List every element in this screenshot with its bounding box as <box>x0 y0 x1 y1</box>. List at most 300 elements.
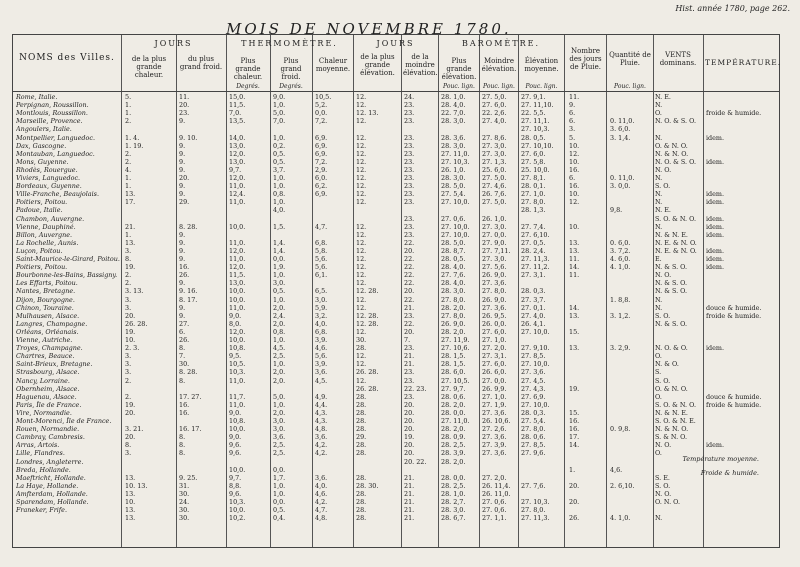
cell-t3: 7,2. <box>315 117 328 126</box>
cell-qp: 9,8. <box>610 206 623 215</box>
cell-b3: 27. 10,10. <box>521 141 554 150</box>
cell-j2: 23. <box>404 392 415 401</box>
cell-t1: 10,8. <box>229 417 246 425</box>
cell-d1: 19. <box>125 263 136 272</box>
page-title: MOIS DE NOVEMBRE 1780. <box>226 20 512 38</box>
cell-b1: 28. 1,5. <box>441 360 466 369</box>
cell-t2: 2,0. <box>273 368 286 377</box>
cell-d1: 10. <box>125 498 136 506</box>
cell-d1: 1. <box>125 109 132 118</box>
weather-table <box>12 34 780 548</box>
cell-t1: 10,0. <box>229 295 246 304</box>
cell-j2: 23. <box>404 198 415 207</box>
cell-city: Langres, Champagne. <box>16 319 88 328</box>
cell-t1: 9,5. <box>229 352 242 361</box>
cell-v: N. O. <box>655 165 672 174</box>
cell-j1: 28. <box>356 441 367 450</box>
cell-temp: idem. <box>706 157 725 166</box>
cell-np: 20. <box>569 481 580 490</box>
cell-j2: 23. <box>404 133 415 142</box>
cell-t3: 3,2. <box>315 311 328 320</box>
cell-b1: 28. 2,0. <box>441 457 466 466</box>
cell-b1: 28. 2,5. <box>441 481 466 490</box>
cell-d1: 2. <box>125 271 132 280</box>
cell-j2: 22. <box>404 271 415 280</box>
header-thermometer-group: THERMOMÈTRE. <box>241 39 338 48</box>
unit-degrees: Degrés. <box>279 83 303 90</box>
cell-b1: 28. 0,5. <box>441 255 466 263</box>
table-row <box>13 239 779 247</box>
table-row <box>13 506 779 514</box>
cell-np: 12. <box>569 198 580 207</box>
cell-j2: 23. <box>404 174 415 182</box>
table-row <box>13 466 779 474</box>
cell-temp: idem. <box>706 441 725 450</box>
cell-t1: 9,7. <box>229 165 242 174</box>
cell-qp: 4. 6,0. <box>610 255 631 263</box>
cell-b1: 28. 4,0. <box>441 279 466 288</box>
table-row <box>13 417 779 425</box>
table-row <box>13 360 779 368</box>
cell-city: Dax, Gascogne. <box>16 141 67 150</box>
cell-t2: 1,0. <box>273 295 286 304</box>
cell-qp: 3. 0,0. <box>610 182 631 191</box>
cell-j1: 12. 13. <box>356 109 379 118</box>
cell-city: Breda, Hollande. <box>16 465 71 474</box>
cell-b3: 27. 8,0. <box>521 506 546 515</box>
cell-b1: 28. 3,0. <box>441 506 466 515</box>
cell-b1: 28. 2,0. <box>441 303 466 312</box>
cell-city: Ville-Franche, Beaujolais. <box>16 190 99 199</box>
cell-b1: 28. 1,5. <box>441 352 466 361</box>
cell-t1: 7,0. <box>229 109 242 118</box>
cell-j2: 20. 22. <box>404 457 427 466</box>
cell-t3: 4,2. <box>315 449 328 458</box>
cell-city: Padoue, Italie. <box>16 206 63 215</box>
cell-t2: 2,5. <box>273 441 286 450</box>
cell-d1: 1. <box>125 101 132 110</box>
table-row <box>13 158 779 166</box>
table-row <box>13 93 779 101</box>
table-row <box>13 174 779 182</box>
cell-t3: 6,2. <box>315 182 328 191</box>
cell-j1: 26. 28. <box>356 384 379 393</box>
header-baro-days-group: JOURS <box>376 39 415 48</box>
cell-t1: 12,0. <box>229 174 246 182</box>
cell-j1: 12. <box>356 255 367 263</box>
cell-j1: 28. <box>356 506 367 515</box>
cell-v: N. <box>655 101 663 110</box>
cell-np: 10. <box>569 190 580 199</box>
cell-np: 16. <box>569 425 580 434</box>
cell-d2: 23. <box>179 109 190 118</box>
cell-b1: 27. 8,0. <box>441 295 466 304</box>
cell-t2: 1,0. <box>273 336 286 344</box>
cell-t1: 10,0. <box>229 336 246 344</box>
cell-b3: 27. 10,0. <box>521 327 550 336</box>
cell-b2: 27. 0,0. <box>482 376 507 385</box>
cell-city: Vienne, Autriche. <box>16 336 73 344</box>
cell-d2: 24. <box>179 498 190 506</box>
cell-np: 13. <box>569 311 580 320</box>
cell-b2: 27. 9,0. <box>482 238 507 247</box>
header-winds: VENTS dominans. <box>659 51 697 67</box>
cell-t3: 10,5. <box>315 93 332 101</box>
cell-t3: 6,5. <box>315 287 328 296</box>
cell-t2: 2,5. <box>273 449 286 458</box>
cell-d1: 13. <box>125 506 136 515</box>
cell-t3: 5,6. <box>315 352 328 361</box>
cell-d2: 7. <box>179 352 186 361</box>
cell-d1: 2. <box>125 149 132 158</box>
unit-inches-lines: Pouc. lign. <box>483 83 515 90</box>
cell-b2: 27. 2,6. <box>482 425 507 434</box>
cell-d2: 9. <box>179 246 186 255</box>
cell-d1: 2. <box>125 279 132 288</box>
cell-b3: 27. 4,3. <box>521 384 546 393</box>
cell-v: N. O. & S. O. <box>655 117 697 126</box>
cell-b1: 28. 0,0. <box>441 408 466 417</box>
cell-j1: 12. <box>356 182 367 191</box>
table-row <box>13 223 779 231</box>
cell-b2: 25. 6,0. <box>482 165 507 174</box>
cell-j1: 12. <box>356 133 367 142</box>
cell-b3: 27. 11,3. <box>521 255 550 263</box>
table-row <box>13 142 779 150</box>
cell-t3: 6,9. <box>315 190 328 199</box>
cell-j2: 21. <box>404 303 415 312</box>
cell-d1: 26. 28. <box>125 319 148 328</box>
cell-b3: 27. 7,4. <box>521 222 546 231</box>
cell-city: Orléans, Orléanais. <box>16 327 79 336</box>
cell-t2: 0,4. <box>273 514 286 523</box>
cell-city: Lille, Flandres. <box>16 449 65 458</box>
cell-d1: 1. <box>125 230 132 239</box>
cell-v: N. & N. E. <box>655 408 688 417</box>
header-min-elev: Moindre élévation. <box>481 57 517 73</box>
cell-t1: 8,8. <box>229 481 242 490</box>
cell-t2: 1,0. <box>273 271 286 280</box>
cell-np: 13. <box>569 246 580 255</box>
cell-j2: 23. <box>404 311 415 320</box>
cell-t2: 4,5. <box>273 344 286 353</box>
cell-b3: 22. 5,5. <box>521 109 546 118</box>
cell-j1: 28. <box>356 417 367 425</box>
cell-v: S. O. <box>655 311 671 320</box>
table-row <box>13 409 779 417</box>
cell-t3: 3,9. <box>315 360 328 369</box>
table-row <box>13 231 779 239</box>
cell-j2: 23. <box>404 182 415 191</box>
cell-b3: 27. 4,5. <box>521 376 546 385</box>
cell-j2: 22. <box>404 238 415 247</box>
cell-v: N. & S. O. <box>655 287 688 296</box>
cell-d1: 2. <box>125 117 132 126</box>
cell-t1: 13,0. <box>229 141 246 150</box>
table-row <box>13 393 779 401</box>
cell-qp: 3. 6,0. <box>610 125 631 134</box>
cell-city: La Rochelle, Aunis. <box>16 238 79 247</box>
cell-b3: 27. 5,4. <box>521 417 546 425</box>
cell-t3: 3,6. <box>315 473 328 482</box>
cell-d2: 11. <box>179 93 190 101</box>
cell-d1: 13. <box>125 514 136 523</box>
table-row <box>13 304 779 312</box>
cell-j1: 12. <box>356 295 367 304</box>
cell-b3: 27. 5,8. <box>521 157 546 166</box>
header-rain-days: Nombre des jours de Pluie. <box>569 47 602 71</box>
cell-t3: 0,0. <box>315 109 328 118</box>
cell-b2: 26. 9,9. <box>482 384 507 393</box>
cell-d1: 3. <box>125 352 132 361</box>
cell-city: Marseille, Provence. <box>16 117 83 126</box>
cell-np: 20. <box>569 498 580 506</box>
cell-t2: 2,0. <box>273 303 286 312</box>
cell-v: S. E. <box>655 473 670 482</box>
cell-t1: 11,0. <box>229 182 246 191</box>
cell-b3: 27. 11,2. <box>521 263 550 272</box>
cell-t1: 15,0. <box>229 93 246 101</box>
header-day-low: de la moindre élévation. <box>403 53 438 77</box>
cell-np: 12. <box>569 149 580 158</box>
cell-b1: 28. 4,0. <box>441 263 466 272</box>
cell-qp: 1. 8,8. <box>610 295 631 304</box>
table-row <box>13 320 779 328</box>
table-row <box>13 101 779 109</box>
cell-b1: 27. 10,0. <box>441 230 470 239</box>
cell-j1: 12. <box>356 376 367 385</box>
cell-d1: 17. <box>125 198 136 207</box>
table-row <box>13 401 779 409</box>
cell-t2: 3,6. <box>273 433 286 442</box>
cell-temp: idem. <box>706 214 725 223</box>
cell-city: Poitiers, Poitou. <box>16 198 68 207</box>
cell-np: 10. <box>569 222 580 231</box>
cell-v: N. O. & O. <box>655 344 688 353</box>
cell-qp: 0. 6,0. <box>610 238 631 247</box>
cell-t1: 10,2. <box>229 514 246 523</box>
cell-b3: 27. 8,0. <box>521 198 546 207</box>
cell-j2: 21. <box>404 506 415 515</box>
cell-t2: 5,0. <box>273 109 286 118</box>
cell-j2: 23. <box>404 101 415 110</box>
cell-b1: 27. 5,4. <box>441 190 466 199</box>
cell-j2: 23. <box>404 149 415 158</box>
cell-v: O. <box>655 352 662 361</box>
cell-b1: 27. 8,0. <box>441 311 466 320</box>
cell-d2: 8. <box>179 433 186 442</box>
cell-t2: 1,0. <box>273 198 286 207</box>
cell-d1: 19. <box>125 327 136 336</box>
cell-t1: 10,5. <box>229 360 246 369</box>
cell-b1: 28. 2,0. <box>441 425 466 434</box>
table-row <box>13 312 779 320</box>
cell-t2: 0,5. <box>273 506 286 515</box>
cell-j1: 12. <box>356 279 367 288</box>
cell-v: O. <box>655 109 662 118</box>
cell-t3: 4,2. <box>315 498 328 506</box>
cell-b2: 22. 2,6. <box>482 109 507 118</box>
cell-d2: 9. <box>179 230 186 239</box>
cell-v: S. O. & N. O. <box>655 214 697 223</box>
cell-np: 16. <box>569 165 580 174</box>
cell-t3: 4,6. <box>315 489 328 498</box>
cell-j1: 28. <box>356 408 367 417</box>
table-row <box>13 336 779 344</box>
cell-t1: 9,0. <box>229 408 242 417</box>
cell-v: O. & N. O. <box>655 384 688 393</box>
cell-j2: 22. <box>404 319 415 328</box>
cell-v: N. E. <box>655 206 671 215</box>
cell-city: Luçon, Poitou. <box>16 246 63 255</box>
cell-t3: 4,7. <box>315 222 328 231</box>
cell-t1: 10,0. <box>229 222 246 231</box>
cell-qp: 0. 9,8. <box>610 425 631 434</box>
table-row <box>13 449 779 457</box>
cell-b3: 27. 8,1. <box>521 174 546 182</box>
header-day-cold: du plus grand froid. <box>179 55 223 71</box>
cell-b2: 27. 1,1. <box>482 514 507 523</box>
cell-b3: 26. 4,1. <box>521 319 546 328</box>
header-max-heat: Plus grande chaleur. <box>233 57 263 81</box>
cell-np: 10. <box>569 157 580 166</box>
cell-temp: idem. <box>706 246 725 255</box>
cell-city: Paris, Île de France. <box>16 400 82 409</box>
cell-city: Angoulers, Italie. <box>16 125 72 134</box>
cell-v: O. & N. O. <box>655 141 688 150</box>
cell-city: Nantes, Bretagne. <box>16 287 76 296</box>
header-max-elev: Plus grande élévation. <box>441 57 477 81</box>
cell-t1: 14,0. <box>229 133 246 142</box>
cell-b2: 27. 3,0. <box>482 255 507 263</box>
table-row <box>13 344 779 352</box>
table-row <box>13 482 779 490</box>
cell-d1: 3. <box>125 368 132 377</box>
cell-j1: 28. <box>356 400 367 409</box>
cell-j2: 21. <box>404 498 415 506</box>
cell-d1: 1. 19. <box>125 141 144 150</box>
cell-t2: 1,9. <box>273 263 286 272</box>
cell-t2: 0,5. <box>273 149 286 158</box>
table-row <box>13 433 779 441</box>
cell-t1: 12,0. <box>229 263 246 272</box>
table-row <box>13 279 779 287</box>
unit-inches-lines: Pouc. lign. <box>614 83 646 90</box>
cell-d2: 9. <box>179 255 186 263</box>
cell-t2: 2,0. <box>273 408 286 417</box>
cell-city: Amfterdam, Hollande. <box>16 489 88 498</box>
cell-b1: 27. 11,9. <box>441 336 470 344</box>
cell-j1: 28. <box>356 392 367 401</box>
cell-j2: 23. <box>404 190 415 199</box>
cell-b2: 27. 1,9. <box>482 400 507 409</box>
cell-b2: 27. 5,0. <box>482 198 507 207</box>
cell-b1: 27. 10,6. <box>441 344 470 353</box>
cell-t2: 0,0. <box>273 465 286 474</box>
cell-qp: 2. 6,10. <box>610 481 635 490</box>
cell-v: N. <box>655 295 663 304</box>
cell-b2: 27. 6,0. <box>482 101 507 110</box>
cell-v: S. O. & N. E. <box>655 417 696 425</box>
cell-j1: 12. 28. <box>356 287 379 296</box>
cell-j1: 28. <box>356 498 367 506</box>
cell-v: S. & N. O. <box>655 433 688 442</box>
cell-np: 6. <box>569 109 576 118</box>
cell-qp: 3. 1,4. <box>610 133 631 142</box>
cell-v: E. <box>655 255 662 263</box>
cell-b3: 27. 11,10. <box>521 101 554 110</box>
cell-city: Poitiers, Poitou. <box>16 263 68 272</box>
cell-d2: 16. <box>179 400 190 409</box>
cell-v: N. & N. O. <box>655 149 689 158</box>
cell-d2: 30. <box>179 506 190 515</box>
cell-t1: 10,0. <box>229 425 246 434</box>
cell-temp: froide & humide. <box>706 400 762 409</box>
cell-b2: 27. 1,3. <box>482 157 507 166</box>
cell-j2: 22. <box>404 255 415 263</box>
cell-temp: froide & humide. <box>706 109 762 118</box>
cell-t1: 10,3. <box>229 368 246 377</box>
cell-np: 15. <box>569 408 580 417</box>
cell-b3: 27. 10,3. <box>521 125 550 134</box>
cell-v: N. <box>655 303 663 312</box>
cell-t3: 6,1. <box>315 271 328 280</box>
cell-city: Nancy, Lorraine. <box>16 376 70 385</box>
cell-b2: 27. 3,0. <box>482 141 507 150</box>
cell-d1: 2. 3. <box>125 344 140 353</box>
table-row <box>13 134 779 142</box>
cell-b2: 27. 5,0. <box>482 93 507 101</box>
table-row <box>13 296 779 304</box>
cell-b2: 27. 3,0. <box>482 149 507 158</box>
cell-qp: 4. 1,0. <box>610 514 631 523</box>
cell-d2: 9. <box>179 238 186 247</box>
cell-b2: 27. 2,0. <box>482 344 507 353</box>
cell-d1: 20. <box>125 311 136 320</box>
cell-v: O. N. O. <box>655 498 681 506</box>
cell-v: N. & O. <box>655 360 679 369</box>
cell-b1: 28. 3,9. <box>441 449 466 458</box>
cell-j1: 12. <box>356 238 367 247</box>
cell-d2: 29. <box>179 198 190 207</box>
cell-city: Viviers, Languedoc. <box>16 174 81 182</box>
cell-city: Rome, Italie. <box>16 93 58 101</box>
cell-t2: 1,0. <box>273 400 286 409</box>
cell-b3: 27. 7,6. <box>521 481 546 490</box>
cell-b1: 28. 3,0. <box>441 141 466 150</box>
cell-b2: 27. 3,6. <box>482 449 507 458</box>
cell-b2: 27. 5,0. <box>482 174 507 182</box>
table-row <box>13 247 779 255</box>
cell-j2: 21. <box>404 489 415 498</box>
cell-d2: 8. <box>179 449 186 458</box>
cell-t1: 11,7. <box>229 392 246 401</box>
cell-v: N. <box>655 174 663 182</box>
cell-t1: 10,8. <box>229 344 246 353</box>
cell-j2: 23. <box>404 344 415 353</box>
cell-j1: 12. <box>356 198 367 207</box>
cell-v: N. O. & S. O. <box>655 157 697 166</box>
cell-j2: 24. <box>404 93 415 101</box>
cell-b2: 27. 3,9. <box>482 441 507 450</box>
cell-b1: 27. 9,7. <box>441 384 466 393</box>
cell-j1: 28. <box>356 489 367 498</box>
table-row <box>13 117 779 125</box>
cell-np: 13. <box>569 238 580 247</box>
cell-b1: 28. 3,0. <box>441 287 466 296</box>
header-min-cold: Plus grand froid. <box>280 57 302 81</box>
cell-d2: 9. <box>179 303 186 312</box>
